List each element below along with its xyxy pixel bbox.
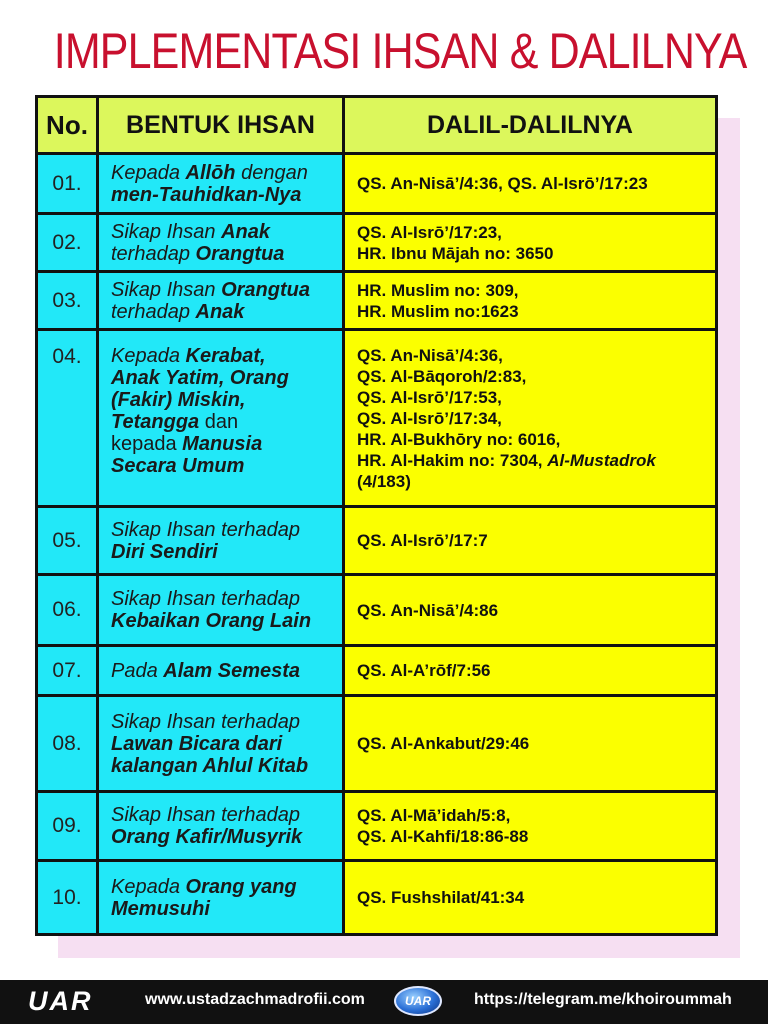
text-segment: HR. Muslim no: 309, bbox=[357, 280, 519, 300]
row-number: 02. bbox=[37, 214, 98, 272]
text-segment: QS. Fushshilat/41:34 bbox=[357, 888, 525, 907]
text-segment: QS. Al-Isrō’/17:23, bbox=[357, 222, 502, 242]
table-row bbox=[37, 575, 717, 646]
text-segment: terhadap bbox=[111, 242, 196, 265]
text-segment: Al-Mustadrok bbox=[547, 450, 656, 470]
text-segment: Secara Umum bbox=[111, 455, 245, 477]
bentuk-ihsan bbox=[98, 646, 344, 696]
text-segment: Kebaikan Orang Lain bbox=[111, 610, 312, 632]
row-number: 08. bbox=[37, 696, 98, 792]
table-row bbox=[37, 272, 717, 330]
text-segment: Anak bbox=[221, 220, 270, 243]
text-segment: Anak Yatim, Orang bbox=[111, 367, 289, 389]
text-segment: Sikap Ihsan terhadap bbox=[111, 804, 301, 826]
text-segment: QS. Al-Mā’idah/5:8, bbox=[357, 806, 511, 825]
text-segment: Alam Semesta bbox=[163, 659, 301, 682]
text-segment: terhadap bbox=[111, 300, 196, 323]
dalil bbox=[344, 507, 717, 575]
text-segment: HR. Ibnu Mājah no: 3650 bbox=[357, 243, 554, 263]
table-row bbox=[37, 792, 717, 861]
text-segment: Orangtua bbox=[195, 242, 285, 265]
website-link[interactable]: www.ustadzachmadrofii.com bbox=[145, 991, 365, 1008]
bentuk-ihsan bbox=[98, 575, 344, 646]
dalil bbox=[344, 696, 717, 792]
dalil bbox=[344, 272, 717, 330]
bentuk-ihsan bbox=[98, 792, 344, 861]
header-dalil: DALIL-DALILNYA bbox=[344, 97, 717, 154]
text-segment: Sikap Ihsan bbox=[111, 278, 222, 301]
text-segment: Diri Sendiri bbox=[111, 540, 218, 563]
row-number: 04. bbox=[37, 330, 98, 507]
header-bentuk: BENTUK IHSAN bbox=[98, 97, 344, 154]
bentuk-ihsan bbox=[98, 330, 344, 507]
dalil bbox=[344, 154, 717, 214]
row-number: 10. bbox=[37, 861, 98, 935]
bentuk-ihsan bbox=[98, 214, 344, 272]
text-segment: Tetangga bbox=[111, 411, 200, 433]
text-segment: HR. Muslim no:1623 bbox=[357, 301, 519, 321]
uar-logo: UAR bbox=[28, 986, 93, 1016]
text-segment: dan bbox=[199, 411, 239, 433]
table-row bbox=[37, 507, 717, 575]
dalil bbox=[344, 214, 717, 272]
text-segment: Orang yang bbox=[185, 875, 297, 898]
text-segment: Kerabat, bbox=[185, 345, 266, 367]
dalil bbox=[344, 575, 717, 646]
dalil bbox=[344, 646, 717, 696]
table-row bbox=[37, 696, 717, 792]
text-segment: (Fakir) Miskin, bbox=[111, 389, 246, 411]
text-segment: kepada bbox=[111, 433, 183, 455]
text-segment: QS. An-Nisā’/4:36, bbox=[357, 345, 503, 365]
text-segment: Sikap Ihsan terhadap bbox=[111, 518, 301, 541]
text-segment: Kepada bbox=[111, 875, 186, 898]
text-segment: kalangan Ahlul Kitab bbox=[111, 754, 309, 777]
text-segment: Kepada bbox=[111, 161, 186, 184]
footer-bar bbox=[0, 980, 768, 1024]
text-segment: QS. An-Nisā’/4:36, QS. Al-Isrō’/17:23 bbox=[357, 174, 648, 193]
text-segment: men-Tauhidkan-Nya bbox=[111, 183, 302, 206]
text-segment: Sikap Ihsan terhadap bbox=[111, 710, 301, 733]
bentuk-ihsan bbox=[98, 861, 344, 935]
text-segment: QS. Al-Isrō’/17:34, bbox=[357, 408, 502, 428]
row-number: 03. bbox=[37, 272, 98, 330]
text-segment: Orangtua bbox=[221, 278, 310, 301]
table-row bbox=[37, 330, 717, 507]
text-segment: QS. Al-Kahfi/18:86-88 bbox=[357, 827, 529, 846]
row-number: 01. bbox=[37, 154, 98, 214]
text-segment: QS. Al-A’rōf/7:56 bbox=[357, 661, 491, 680]
dalil bbox=[344, 861, 717, 935]
text-segment: (4/183) bbox=[357, 471, 411, 491]
text-segment: Allōh bbox=[185, 161, 236, 184]
text-segment: HR. Al-Bukhōry no: 6016, bbox=[357, 429, 561, 449]
telegram-link[interactable]: https://telegram.me/khoiroummah bbox=[474, 991, 732, 1008]
table-row bbox=[37, 861, 717, 935]
table-row bbox=[37, 214, 717, 272]
table-header-row bbox=[37, 97, 717, 154]
text-segment: QS. Al-Ankabut/29:46 bbox=[357, 734, 530, 753]
row-number: 06. bbox=[37, 575, 98, 646]
bentuk-ihsan bbox=[98, 507, 344, 575]
dalil bbox=[344, 792, 717, 861]
text-segment: HR. Al-Hakim no: 7304, bbox=[357, 450, 548, 470]
text-segment: QS. An-Nisā’/4:86 bbox=[357, 600, 499, 620]
table-row bbox=[37, 646, 717, 696]
text-segment: QS. Al-Isrō’/17:7 bbox=[357, 531, 488, 550]
text-segment: Sikap Ihsan bbox=[111, 220, 222, 243]
row-number: 07. bbox=[37, 646, 98, 696]
uar-badge-icon: UAR bbox=[394, 986, 442, 1016]
row-number: 05. bbox=[37, 507, 98, 575]
bentuk-ihsan bbox=[98, 696, 344, 792]
text-segment: dengan bbox=[235, 161, 308, 184]
row-number: 09. bbox=[37, 792, 98, 861]
ihsan-table bbox=[35, 95, 718, 936]
page-title: IMPLEMENTASI IHSAN & DALILNYA bbox=[53, 23, 747, 79]
bentuk-ihsan bbox=[98, 272, 344, 330]
text-segment: Anak bbox=[195, 300, 245, 323]
text-segment: Memusuhi bbox=[111, 897, 210, 920]
text-segment: Sikap Ihsan terhadap bbox=[111, 588, 301, 610]
text-segment: Kepada bbox=[111, 345, 186, 367]
text-segment: QS. Al-Isrō’/17:53, bbox=[357, 387, 502, 407]
bentuk-ihsan bbox=[98, 154, 344, 214]
text-segment: Pada bbox=[111, 659, 164, 682]
header-no: No. bbox=[37, 97, 98, 154]
text-segment: Lawan Bicara dari bbox=[111, 732, 283, 755]
table-row bbox=[37, 154, 717, 214]
text-segment: Orang Kafir/Musyrik bbox=[111, 826, 303, 848]
dalil bbox=[344, 330, 717, 507]
text-segment: QS. Al-Bāqoroh/2:83, bbox=[357, 366, 527, 386]
text-segment: Manusia bbox=[182, 433, 263, 455]
